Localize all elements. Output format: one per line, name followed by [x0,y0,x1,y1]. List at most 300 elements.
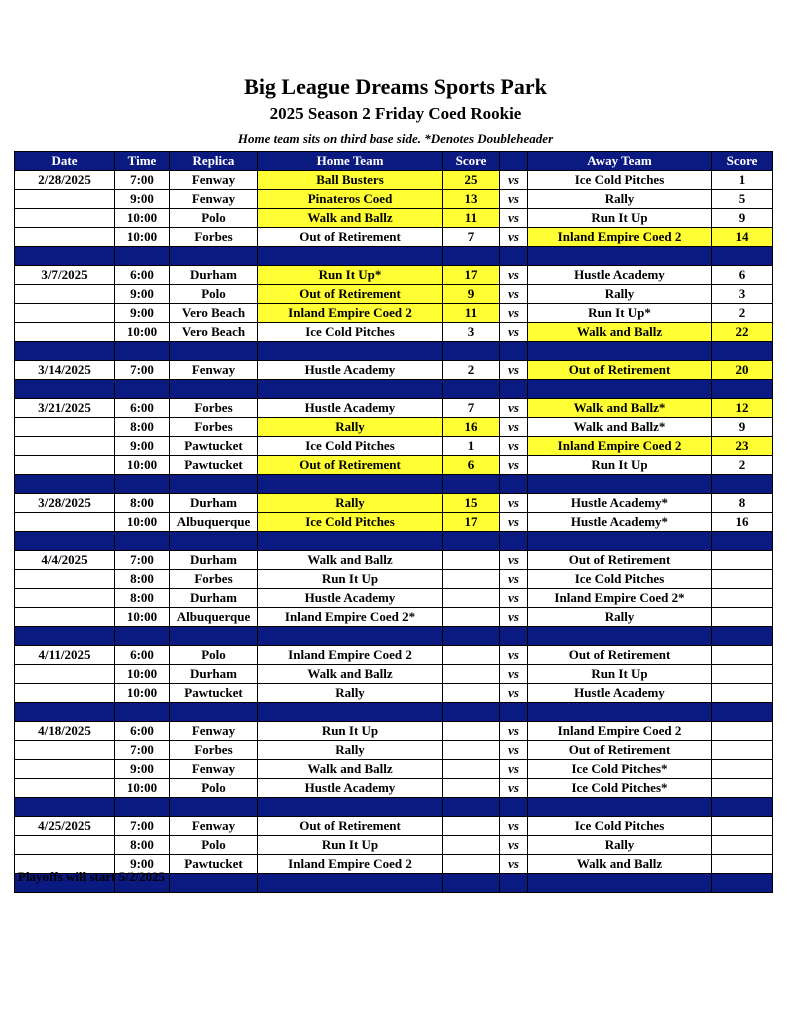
vs-cell: vs [500,418,528,437]
away-team-cell: Hustle Academy* [528,513,712,532]
date-cell [15,741,115,760]
separator-cell [528,874,712,893]
home-team-cell: Run It Up [258,570,443,589]
away-team-cell: Ice Cold Pitches [528,570,712,589]
separator-cell [712,627,773,646]
home-score-cell: 17 [443,513,500,532]
away-team-cell: Out of Retirement [528,741,712,760]
away-score-cell: 1 [712,171,773,190]
away-team-cell: Walk and Ballz [528,323,712,342]
home-team-cell: Walk and Ballz [258,665,443,684]
time-cell: 9:00 [115,855,170,874]
away-team-cell: Run It Up* [528,304,712,323]
away-team-cell: Ice Cold Pitches [528,171,712,190]
separator-cell [443,247,500,266]
separator-cell [500,247,528,266]
table-row [15,437,773,456]
replica-cell: Durham [170,551,258,570]
separator-cell [712,532,773,551]
date-cell: 3/7/2025 [15,266,115,285]
separator-cell [170,532,258,551]
home-team-cell: Walk and Ballz [258,551,443,570]
date-cell [15,228,115,247]
vs-cell: vs [500,684,528,703]
time-cell: 8:00 [115,836,170,855]
vs-cell: vs [500,209,528,228]
replica-cell: Pawtucket [170,684,258,703]
away-score-cell: 2 [712,456,773,475]
date-cell: 3/14/2025 [15,361,115,380]
time-cell: 9:00 [115,285,170,304]
date-cell [15,589,115,608]
home-team-cell: Rally [258,684,443,703]
time-cell: 10:00 [115,684,170,703]
replica-cell: Fenway [170,171,258,190]
date-cell [15,836,115,855]
table-row [15,266,773,285]
replica-cell: Pawtucket [170,456,258,475]
week-separator-row [15,627,773,646]
separator-cell [443,380,500,399]
home-score-cell [443,741,500,760]
home-score-cell [443,608,500,627]
table-row [15,456,773,475]
time-cell: 10:00 [115,228,170,247]
home-score-cell: 9 [443,285,500,304]
home-score-cell: 25 [443,171,500,190]
home-score-cell [443,589,500,608]
table-row [15,817,773,836]
week-separator-row [15,798,773,817]
date-cell [15,665,115,684]
away-team-cell: Walk and Ballz* [528,399,712,418]
table-row [15,285,773,304]
table-row [15,589,773,608]
separator-cell [443,627,500,646]
home-score-cell: 11 [443,209,500,228]
week-separator-row [15,247,773,266]
vs-cell: vs [500,361,528,380]
replica-cell: Polo [170,285,258,304]
col-header-vs [500,152,528,171]
separator-cell [115,380,170,399]
separator-cell [15,627,115,646]
separator-cell [170,798,258,817]
page-title: Big League Dreams Sports Park [244,74,547,99]
home-score-cell: 11 [443,304,500,323]
time-cell: 6:00 [115,266,170,285]
home-team-cell: Out of Retirement [258,456,443,475]
home-score-cell: 16 [443,418,500,437]
date-cell [15,456,115,475]
schedule-body [15,171,773,893]
away-score-cell: 6 [712,266,773,285]
separator-cell [443,874,500,893]
vs-cell: vs [500,190,528,209]
away-score-cell: 20 [712,361,773,380]
away-score-cell [712,665,773,684]
table-row [15,684,773,703]
away-score-cell [712,646,773,665]
time-cell: 7:00 [115,817,170,836]
date-cell [15,437,115,456]
home-score-cell [443,760,500,779]
home-score-cell: 15 [443,494,500,513]
separator-cell [258,342,443,361]
away-score-cell: 12 [712,399,773,418]
vs-cell: vs [500,513,528,532]
home-score-cell [443,722,500,741]
away-team-cell: Run It Up [528,209,712,228]
home-team-cell: Hustle Academy [258,361,443,380]
separator-cell [115,798,170,817]
time-cell: 9:00 [115,760,170,779]
home-team-cell: Ice Cold Pitches [258,513,443,532]
col-header-away-team: Away Team [528,152,712,171]
vs-cell: vs [500,855,528,874]
away-team-cell: Rally [528,836,712,855]
replica-cell: Fenway [170,722,258,741]
replica-cell: Forbes [170,418,258,437]
col-header-home-score: Score [443,152,500,171]
home-score-cell: 1 [443,437,500,456]
away-team-cell: Out of Retirement [528,361,712,380]
date-cell [15,190,115,209]
replica-cell: Forbes [170,741,258,760]
away-score-cell [712,684,773,703]
date-cell [15,209,115,228]
time-cell: 10:00 [115,209,170,228]
vs-cell: vs [500,285,528,304]
vs-cell: vs [500,266,528,285]
separator-cell [170,247,258,266]
separator-cell [115,532,170,551]
time-cell: 10:00 [115,608,170,627]
table-row [15,551,773,570]
vs-cell: vs [500,779,528,798]
date-cell [15,323,115,342]
separator-cell [500,703,528,722]
away-team-cell: Rally [528,190,712,209]
separator-cell [528,380,712,399]
vs-cell: vs [500,722,528,741]
col-header-home-team: Home Team [258,152,443,171]
date-cell: 4/18/2025 [15,722,115,741]
separator-cell [712,247,773,266]
date-cell [15,570,115,589]
separator-cell [443,532,500,551]
replica-cell: Forbes [170,570,258,589]
home-team-cell: Ball Busters [258,171,443,190]
home-score-cell [443,684,500,703]
home-team-cell: Hustle Academy [258,779,443,798]
separator-cell [712,475,773,494]
separator-cell [15,532,115,551]
vs-cell: vs [500,399,528,418]
vs-cell: vs [500,304,528,323]
separator-cell [500,627,528,646]
date-cell [15,418,115,437]
vs-cell: vs [500,551,528,570]
separator-cell [500,798,528,817]
replica-cell: Albuquerque [170,608,258,627]
away-score-cell [712,741,773,760]
table-header-row [15,152,773,171]
vs-cell: vs [500,589,528,608]
separator-cell [115,342,170,361]
away-score-cell [712,551,773,570]
away-score-cell [712,855,773,874]
separator-cell [500,380,528,399]
home-score-cell: 7 [443,228,500,247]
away-team-cell: Ice Cold Pitches [528,817,712,836]
time-cell: 8:00 [115,589,170,608]
away-score-cell: 9 [712,209,773,228]
vs-cell: vs [500,817,528,836]
separator-cell [712,703,773,722]
away-team-cell: Hustle Academy* [528,494,712,513]
separator-cell [15,703,115,722]
away-team-cell: Rally [528,608,712,627]
time-cell: 7:00 [115,171,170,190]
separator-cell [170,627,258,646]
vs-cell: vs [500,323,528,342]
week-separator-row [15,342,773,361]
home-score-cell [443,646,500,665]
time-cell: 8:00 [115,570,170,589]
table-row [15,570,773,589]
home-score-cell: 17 [443,266,500,285]
date-cell: 2/28/2025 [15,171,115,190]
home-score-cell [443,551,500,570]
separator-cell [500,532,528,551]
separator-cell [258,798,443,817]
vs-cell: vs [500,646,528,665]
home-team-cell: Walk and Ballz [258,760,443,779]
home-team-cell: Rally [258,741,443,760]
week-separator-row [15,380,773,399]
table-row [15,779,773,798]
date-cell: 3/28/2025 [15,494,115,513]
separator-cell [170,342,258,361]
separator-cell [528,627,712,646]
replica-cell: Durham [170,494,258,513]
home-score-cell: 6 [443,456,500,475]
date-cell [15,304,115,323]
away-team-cell: Walk and Ballz [528,855,712,874]
table-row [15,760,773,779]
home-team-cell: Out of Retirement [258,228,443,247]
away-score-cell [712,722,773,741]
home-team-cell: Ice Cold Pitches [258,323,443,342]
replica-cell: Polo [170,209,258,228]
away-score-cell: 5 [712,190,773,209]
separator-cell [15,380,115,399]
away-team-cell: Ice Cold Pitches* [528,779,712,798]
time-cell: 6:00 [115,722,170,741]
home-team-cell: Ice Cold Pitches [258,437,443,456]
away-team-cell: Inland Empire Coed 2 [528,722,712,741]
home-score-cell: 3 [443,323,500,342]
time-cell: 6:00 [115,646,170,665]
time-cell: 10:00 [115,456,170,475]
time-cell: 10:00 [115,513,170,532]
table-row [15,836,773,855]
away-team-cell: Rally [528,285,712,304]
home-team-cell: Inland Empire Coed 2* [258,608,443,627]
separator-cell [15,475,115,494]
away-team-cell: Inland Empire Coed 2 [528,228,712,247]
away-score-cell [712,817,773,836]
table-row [15,361,773,380]
table-row [15,722,773,741]
date-cell: 4/4/2025 [15,551,115,570]
separator-cell [15,247,115,266]
table-row [15,190,773,209]
home-score-cell: 13 [443,190,500,209]
home-team-cell: Rally [258,418,443,437]
home-score-cell [443,836,500,855]
home-score-cell [443,855,500,874]
date-cell [15,779,115,798]
separator-cell [528,703,712,722]
table-row [15,494,773,513]
away-team-cell: Out of Retirement [528,646,712,665]
separator-cell [528,798,712,817]
separator-cell [15,798,115,817]
table-row [15,513,773,532]
home-team-cell: Hustle Academy [258,399,443,418]
playoffs-note: Playoffs will start 5/2/2025 [18,869,165,884]
separator-cell [115,703,170,722]
replica-cell: Fenway [170,361,258,380]
vs-cell: vs [500,437,528,456]
vs-cell: vs [500,570,528,589]
vs-cell: vs [500,608,528,627]
away-score-cell: 8 [712,494,773,513]
time-cell: 9:00 [115,190,170,209]
replica-cell: Polo [170,836,258,855]
date-cell: 3/21/2025 [15,399,115,418]
separator-cell [528,247,712,266]
separator-cell [258,247,443,266]
away-team-cell: Inland Empire Coed 2* [528,589,712,608]
separator-cell [170,380,258,399]
page-subtitle: 2025 Season 2 Friday Coed Rookie [269,104,522,123]
separator-cell [500,874,528,893]
vs-cell: vs [500,494,528,513]
away-score-cell: 3 [712,285,773,304]
separator-cell [500,475,528,494]
away-team-cell: Out of Retirement [528,551,712,570]
separator-cell [443,342,500,361]
separator-cell [115,627,170,646]
vs-cell: vs [500,171,528,190]
away-score-cell [712,570,773,589]
home-team-cell: Pinateros Coed [258,190,443,209]
col-header-time: Time [115,152,170,171]
vs-cell: vs [500,760,528,779]
date-cell [15,513,115,532]
separator-cell [443,798,500,817]
date-cell [15,608,115,627]
replica-cell: Fenway [170,760,258,779]
home-team-cell: Out of Retirement [258,285,443,304]
separator-cell [712,342,773,361]
separator-cell [258,380,443,399]
away-score-cell [712,779,773,798]
replica-cell: Pawtucket [170,855,258,874]
away-score-cell: 14 [712,228,773,247]
home-score-cell [443,817,500,836]
time-cell: 8:00 [115,418,170,437]
replica-cell: Forbes [170,399,258,418]
separator-cell [712,798,773,817]
separator-cell [170,874,258,893]
vs-cell: vs [500,456,528,475]
replica-cell: Fenway [170,190,258,209]
col-header-away-score: Score [712,152,773,171]
vs-cell: vs [500,228,528,247]
table-row [15,399,773,418]
away-team-cell: Run It Up [528,665,712,684]
table-row [15,418,773,437]
separator-cell [528,475,712,494]
vs-cell: vs [500,836,528,855]
separator-cell [258,627,443,646]
time-cell: 8:00 [115,494,170,513]
date-cell [15,684,115,703]
away-team-cell: Hustle Academy [528,684,712,703]
table-row [15,171,773,190]
home-team-cell: Hustle Academy [258,589,443,608]
date-cell: 4/11/2025 [15,646,115,665]
separator-cell [258,475,443,494]
home-team-cell: Walk and Ballz [258,209,443,228]
vs-cell: vs [500,741,528,760]
separator-cell [712,874,773,893]
week-separator-row [15,475,773,494]
away-score-cell [712,608,773,627]
separator-cell [443,475,500,494]
replica-cell: Vero Beach [170,323,258,342]
vs-cell: vs [500,665,528,684]
away-score-cell: 9 [712,418,773,437]
table-row [15,304,773,323]
separator-cell [258,874,443,893]
date-cell [15,760,115,779]
away-team-cell: Run It Up [528,456,712,475]
replica-cell: Forbes [170,228,258,247]
time-cell: 7:00 [115,741,170,760]
separator-cell [500,342,528,361]
home-score-cell: 2 [443,361,500,380]
replica-cell: Durham [170,589,258,608]
separator-cell [115,475,170,494]
separator-cell [258,703,443,722]
away-score-cell: 2 [712,304,773,323]
time-cell: 6:00 [115,399,170,418]
separator-cell [170,475,258,494]
date-cell [15,285,115,304]
table-row [15,209,773,228]
separator-cell [528,342,712,361]
separator-cell [258,532,443,551]
replica-cell: Durham [170,266,258,285]
home-team-cell: Run It Up* [258,266,443,285]
away-team-cell: Ice Cold Pitches* [528,760,712,779]
separator-cell [443,703,500,722]
